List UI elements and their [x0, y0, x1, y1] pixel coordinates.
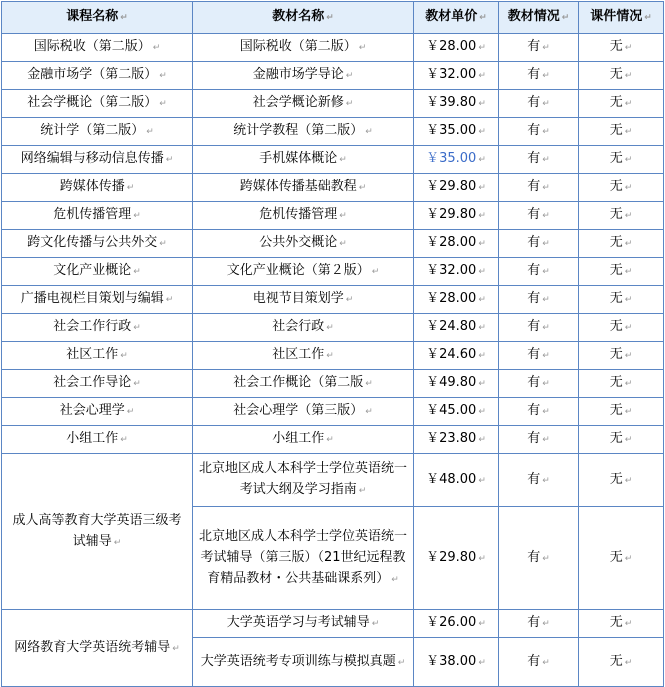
material-cell: 有 ↵: [499, 398, 579, 426]
courseware-cell: 无 ↵: [579, 174, 664, 202]
book-cell: 金融市场学导论 ↵: [193, 62, 414, 90]
courseware-cell: 无 ↵: [579, 258, 664, 286]
price-cell: ￥28.00 ↵: [414, 34, 499, 62]
book-cell: 社区工作 ↵: [193, 342, 414, 370]
book-cell: 社会行政 ↵: [193, 314, 414, 342]
price-cell: ￥32.00 ↵: [414, 258, 499, 286]
header-price: 教材单价 ↵: [414, 2, 499, 34]
price-cell: ￥49.80 ↵: [414, 370, 499, 398]
price-cell: ￥45.00 ↵: [414, 398, 499, 426]
price-cell: ￥35.00 ↵: [414, 118, 499, 146]
material-cell: 有 ↵: [499, 426, 579, 454]
material-cell: 有 ↵: [499, 202, 579, 230]
header-course: 课程名称 ↵: [2, 2, 193, 34]
course-cell-group: 网络教育大学英语统考辅导 ↵: [2, 610, 193, 687]
material-cell: 有 ↵: [499, 314, 579, 342]
book-cell: 危机传播管理 ↵: [193, 202, 414, 230]
courseware-cell: 无 ↵: [579, 507, 664, 610]
price-cell: ￥24.80 ↵: [414, 314, 499, 342]
course-cell: 社会学概论（第二版） ↵: [2, 90, 193, 118]
courseware-cell: 无 ↵: [579, 118, 664, 146]
price-cell: ￥26.00 ↵: [414, 610, 499, 638]
book-cell: 公共外交概论 ↵: [193, 230, 414, 258]
material-cell: 有 ↵: [499, 258, 579, 286]
table-row: [2, 118, 664, 146]
table-row: [2, 90, 664, 118]
header-courseware: 课件情况 ↵: [579, 2, 664, 34]
courseware-cell: 无 ↵: [579, 202, 664, 230]
material-cell: 有 ↵: [499, 610, 579, 638]
book-cell: 文化产业概论（第２版） ↵: [193, 258, 414, 286]
material-cell: 有 ↵: [499, 286, 579, 314]
table-row: [2, 202, 664, 230]
table-row: [2, 314, 664, 342]
course-cell: 国际税收（第二版） ↵: [2, 34, 193, 62]
course-cell: 网络编辑与移动信息传播 ↵: [2, 146, 193, 174]
material-cell: 有 ↵: [499, 90, 579, 118]
courseware-cell: 无 ↵: [579, 34, 664, 62]
course-cell: 跨文化传播与公共外交 ↵: [2, 230, 193, 258]
course-cell: 危机传播管理 ↵: [2, 202, 193, 230]
book-cell: 国际税收（第二版） ↵: [193, 34, 414, 62]
price-cell: ￥48.00 ↵: [414, 454, 499, 507]
courseware-cell: 无 ↵: [579, 230, 664, 258]
courseware-cell: 无 ↵: [579, 314, 664, 342]
table-row: [2, 426, 664, 454]
price-cell: ￥29.80 ↵: [414, 174, 499, 202]
textbook-table: [1, 1, 664, 687]
book-cell: 统计学教程（第二版） ↵: [193, 118, 414, 146]
table-row: [2, 370, 664, 398]
course-cell: 社会心理学 ↵: [2, 398, 193, 426]
book-cell: 社会学概论新修 ↵: [193, 90, 414, 118]
price-cell: ￥28.00 ↵: [414, 230, 499, 258]
course-cell: 统计学（第二版） ↵: [2, 118, 193, 146]
course-cell: 文化产业概论 ↵: [2, 258, 193, 286]
book-cell: 社会工作概论（第二版 ↵: [193, 370, 414, 398]
price-cell: ￥38.00 ↵: [414, 638, 499, 687]
course-cell-group: 成人高等教育大学英语三级考试辅导 ↵: [2, 454, 193, 610]
material-cell: 有 ↵: [499, 638, 579, 687]
material-cell: 有 ↵: [499, 454, 579, 507]
material-cell: 有 ↵: [499, 118, 579, 146]
table-row: [2, 342, 664, 370]
price-cell: ￥24.60 ↵: [414, 342, 499, 370]
courseware-cell: 无 ↵: [579, 398, 664, 426]
courseware-cell: 无 ↵: [579, 90, 664, 118]
table-row: [2, 230, 664, 258]
material-cell: 有 ↵: [499, 146, 579, 174]
book-cell: 北京地区成人本科学士学位英语统一考试辅导（第三版）（21世纪远程教育精品教材・公共基础课系列） ↵: [193, 507, 414, 610]
courseware-cell: 无 ↵: [579, 426, 664, 454]
price-cell: ￥29.80 ↵: [414, 202, 499, 230]
book-cell: 大学英语统考专项训练与模拟真题 ↵: [193, 638, 414, 687]
book-cell: 电视节目策划学 ↵: [193, 286, 414, 314]
course-cell: 金融市场学（第二版） ↵: [2, 62, 193, 90]
table-row: [2, 62, 664, 90]
course-cell: 社会工作行政 ↵: [2, 314, 193, 342]
courseware-cell: 无 ↵: [579, 610, 664, 638]
course-cell: 社会工作导论 ↵: [2, 370, 193, 398]
courseware-cell: 无 ↵: [579, 286, 664, 314]
book-cell: 大学英语学习与考试辅导 ↵: [193, 610, 414, 638]
book-cell: 社会心理学（第三版） ↵: [193, 398, 414, 426]
header-row: [2, 2, 664, 34]
header-material: 教材情况 ↵: [499, 2, 579, 34]
header-book: 教材名称 ↵: [193, 2, 414, 34]
material-cell: 有 ↵: [499, 230, 579, 258]
book-cell: 北京地区成人本科学士学位英语统一考试大纲及学习指南 ↵: [193, 454, 414, 507]
course-cell: 跨媒体传播 ↵: [2, 174, 193, 202]
courseware-cell: 无 ↵: [579, 342, 664, 370]
material-cell: 有 ↵: [499, 174, 579, 202]
price-cell: ￥23.80 ↵: [414, 426, 499, 454]
courseware-cell: 无 ↵: [579, 370, 664, 398]
course-cell: 广播电视栏目策划与编辑 ↵: [2, 286, 193, 314]
book-cell: 小组工作 ↵: [193, 426, 414, 454]
courseware-cell: 无 ↵: [579, 62, 664, 90]
table-row: [2, 398, 664, 426]
courseware-cell: 无 ↵: [579, 146, 664, 174]
price-cell: ￥29.80 ↵: [414, 507, 499, 610]
table-row: [2, 610, 664, 638]
table-row: [2, 454, 664, 507]
material-cell: 有 ↵: [499, 507, 579, 610]
table-row: [2, 258, 664, 286]
book-cell: 手机媒体概论 ↵: [193, 146, 414, 174]
course-cell: 小组工作 ↵: [2, 426, 193, 454]
price-cell: ￥32.00 ↵: [414, 62, 499, 90]
book-cell: 跨媒体传播基础教程 ↵: [193, 174, 414, 202]
table-row: [2, 174, 664, 202]
material-cell: 有 ↵: [499, 370, 579, 398]
material-cell: 有 ↵: [499, 342, 579, 370]
material-cell: 有 ↵: [499, 62, 579, 90]
price-cell: ￥35.00 ↵: [414, 146, 499, 174]
table-row: [2, 146, 664, 174]
table-row: [2, 34, 664, 62]
table-row: [2, 286, 664, 314]
courseware-cell: 无 ↵: [579, 638, 664, 687]
price-cell: ￥39.80 ↵: [414, 90, 499, 118]
course-cell: 社区工作 ↵: [2, 342, 193, 370]
price-cell: ￥28.00 ↵: [414, 286, 499, 314]
material-cell: 有 ↵: [499, 34, 579, 62]
courseware-cell: 无 ↵: [579, 454, 664, 507]
